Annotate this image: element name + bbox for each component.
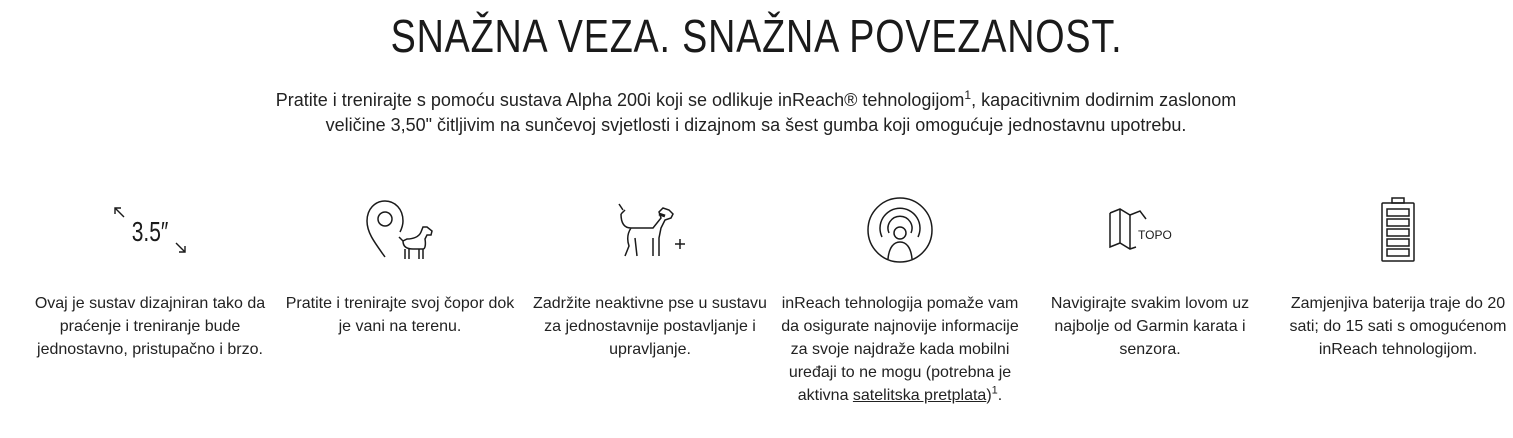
footnote-ref[interactable]: 1	[964, 88, 972, 102]
inreach-signal-icon	[780, 190, 1020, 270]
feature-text-main: inReach tehnologija pomaže vam da osigurate najnovije informacije za svoje najdraže kada mobilni uređaji to ne mogu (potrebna je aktivna	[781, 295, 1019, 404]
footnote-ref[interactable]: 1	[991, 384, 998, 397]
location-dog-icon	[280, 190, 520, 270]
dog-plus-icon	[530, 190, 770, 270]
intro-line1-end: , kapacitivnim dodirnim zaslonom	[971, 90, 1237, 110]
topo-label: TOPO	[1138, 228, 1172, 242]
intro-text	[206, 88, 1306, 138]
intro-line1: Pratite i trenirajte s pomoću sustava Alpha 200i koji se odlikuje inReach® tehnologijom	[275, 90, 965, 110]
feature-text: Navigirajte svakim lovom uz najbolje od Garmin karata i senzora.	[1050, 295, 1250, 358]
feature-text: Zadržite neaktivne pse u sustavu za jednostavnije postavljanje i upravljanje.	[533, 295, 767, 358]
feature-text: Ovaj je sustav dizajniran tako da praćenje i treniranje bude jednostavno, pristupačno i brzo.	[34, 295, 266, 358]
feature-text-paren: )	[986, 387, 992, 404]
battery-icon	[1278, 190, 1513, 270]
topo-map-icon	[1030, 190, 1270, 270]
screen-size-icon	[30, 190, 270, 270]
feature-text-end: .	[997, 387, 1003, 404]
page-title: SNAŽNA VEZA. SNAŽNA POVEZANOST.	[390, 10, 1123, 62]
feature-list	[0, 190, 1513, 438]
screen-size-label: 3.5″	[131, 217, 169, 248]
satellite-subscription-link[interactable]: satelitska pretplata	[852, 387, 987, 404]
feature-text	[780, 292, 1020, 407]
feature-text: Zamjenjiva baterija traje do 20 sati; do 15 sati s omogućenom inReach tehnologijom.	[1289, 295, 1507, 358]
feature-text: Pratite i trenirajte svoj čopor dok je vani na terenu.	[285, 295, 515, 335]
intro-line2: veličine 3,50" čitljivim na sunčevoj svjetlosti i dizajnom sa šest gumba koji omogućuje jednostavnu upotrebu.	[325, 115, 1187, 135]
